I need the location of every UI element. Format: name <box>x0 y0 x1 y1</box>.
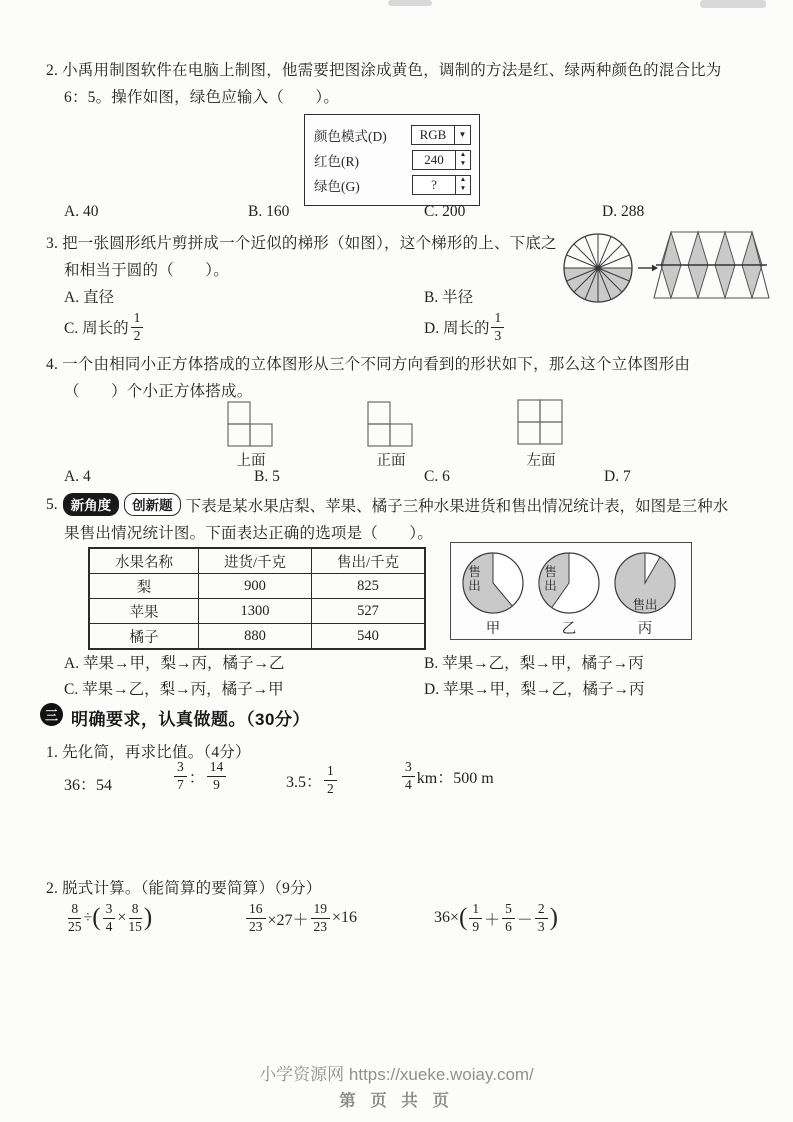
q3-option-d <box>424 311 506 343</box>
paren-open: ( <box>459 903 468 931</box>
cell-out: 540 <box>312 624 426 650</box>
fraction: $\frac{1}{9}$ <box>469 902 482 934</box>
color-mode-dropdown <box>411 125 471 145</box>
operator: ÷ <box>83 909 93 927</box>
spinner-down-icon: ▼ <box>459 159 467 167</box>
calc-q2-label: 2. 脱式计算。（能简算的要简算）（9分） <box>46 880 322 897</box>
q2-option-c: C. 200 <box>424 203 466 220</box>
color-mode-row <box>314 122 471 147</box>
q4-option-d: D. 7 <box>604 468 631 485</box>
view-left-label: 左面 <box>526 453 556 469</box>
spinner-arrows-icon <box>456 150 471 170</box>
q2-option-b: B. 160 <box>248 203 290 220</box>
q3-text-line2: 和相当于圆的（ ）。 <box>64 262 229 279</box>
view-front-diagram <box>367 401 415 449</box>
pie-charts-box <box>450 542 692 640</box>
fruit-table <box>88 547 426 650</box>
fraction: $\frac{19}{23}$ <box>311 902 331 934</box>
cell-fruit: 苹果 <box>89 599 199 624</box>
q4-text-line2: （ ）个小正方体搭成。 <box>64 383 253 400</box>
section-three-title: 明确要求，认真做题。（30分） <box>71 710 310 729</box>
ratio-item-3 <box>286 764 339 796</box>
red-spinner <box>412 150 471 170</box>
section-three-icon: 三 <box>40 703 63 726</box>
fraction: $\frac{14}{9}$ <box>207 760 227 792</box>
calc-expression-3 <box>434 902 558 934</box>
q2-option-a: A. 40 <box>64 203 99 220</box>
cell-out: 527 <box>312 599 426 624</box>
col-header: 进货/千克 <box>199 548 312 574</box>
fraction: $\frac{1}{2}$ <box>324 764 337 796</box>
scan-artifact <box>388 0 432 6</box>
q5-text-line2: 果售出情况统计图。下面表达正确的选项是（ ）。 <box>64 525 434 542</box>
q5-text-line1 <box>46 493 728 516</box>
q3-option-b: B. 半径 <box>424 289 474 306</box>
badge-new-angle: 新角度 <box>63 493 120 516</box>
q5-line1-rest: 下表是某水果店梨、苹果、橘子三种水果进货和售出情况统计表，如图是三种水 <box>185 497 729 515</box>
paren-close: ) <box>549 903 558 931</box>
paren-open: ( <box>92 903 101 931</box>
footer-site-url: 小学资源网 https://xueke.woiay.com/ <box>259 1065 534 1084</box>
green-row <box>314 172 471 197</box>
color-mode-value: RGB <box>411 125 455 145</box>
operator: × <box>117 909 127 927</box>
view-top-label: 上面 <box>236 453 266 469</box>
q2-option-d: D. 288 <box>602 203 645 220</box>
green-label: 绿色(G) <box>314 178 360 194</box>
q5-option-b: B. 苹果→乙，梨→甲，橘子→丙 <box>424 655 644 672</box>
q5-number: 5. <box>46 495 58 513</box>
operator: － <box>516 911 533 929</box>
table-row <box>89 624 425 650</box>
q4-option-a: A. 4 <box>64 468 91 485</box>
cell-in: 1300 <box>199 599 312 624</box>
operator: ×27＋ <box>267 911 309 929</box>
cell-fruit: 橘子 <box>89 624 199 650</box>
operator: 36× <box>434 909 460 927</box>
fraction: $\frac{2}{3}$ <box>535 902 548 934</box>
fraction: $\frac{3}{7}$ <box>174 760 187 792</box>
circle-center-dot <box>596 266 600 270</box>
red-row <box>314 147 471 172</box>
fraction: $\frac{1}{2}$ <box>131 311 144 343</box>
spinner-arrows-icon <box>456 175 471 195</box>
q5-option-c: C. 苹果→乙，梨→丙，橘子→甲 <box>64 681 284 698</box>
ratio-colon: ： <box>188 769 205 787</box>
red-value: 240 <box>412 150 456 170</box>
pie-caption-yi: 乙 <box>561 621 577 637</box>
badge-innovative: 创新题 <box>124 493 181 516</box>
q4-option-b: B. 5 <box>254 468 280 485</box>
q5-option-d: D. 苹果→甲，梨→乙，橘子→丙 <box>424 681 645 698</box>
paren-close: ) <box>143 903 153 931</box>
pie-caption-bing: 丙 <box>637 621 653 637</box>
ratio-item-2 <box>172 760 228 792</box>
fraction: $\frac{16}{23}$ <box>246 902 266 934</box>
cell-fruit: 梨 <box>89 574 199 599</box>
view-top-diagram <box>227 401 275 449</box>
green-value: ? <box>412 175 456 195</box>
sold-label-bing: 售出 <box>632 598 658 612</box>
fraction: $\frac{8}{25}$ <box>68 901 82 935</box>
color-dialog <box>304 114 480 206</box>
view-left-diagram <box>517 399 565 447</box>
q2-text-line1: 2. 小禹用制图软件在电脑上制图，他需要把图涂成黄色，调制的方法是红、绿两种颜色的混合比为 <box>46 62 722 79</box>
spinner-down-icon: ▼ <box>459 184 467 192</box>
calc-expression-1 <box>66 902 152 934</box>
table-row <box>89 599 425 624</box>
col-header: 水果名称 <box>89 548 199 574</box>
circle-to-trapezoid-diagram <box>558 226 773 310</box>
fraction: $\frac{5}{6}$ <box>502 902 515 934</box>
ratio-prefix: 3.5： <box>286 773 323 791</box>
q4-option-c: C. 6 <box>424 468 450 485</box>
col-header: 售出/千克 <box>312 548 426 574</box>
cell-in: 880 <box>199 624 312 650</box>
pie-caption-jia: 甲 <box>485 621 501 637</box>
view-front-label: 正面 <box>376 453 406 469</box>
ratio-suffix: km：500 m <box>416 769 494 787</box>
table-row <box>89 574 425 599</box>
ratio-item-1: 36：54 <box>64 777 113 794</box>
q4-text-line1: 4. 一个由相同小正方体搭成的立体图形从三个不同方向看到的形状如下，那么这个立体图形由 <box>46 356 691 373</box>
ratio-item-4 <box>400 760 494 792</box>
q3-option-c <box>64 311 145 343</box>
green-spinner <box>412 175 471 195</box>
trapezoid-of-wedges <box>654 232 769 298</box>
q5-option-a: A. 苹果→甲，梨→丙，橘子→乙 <box>64 655 285 672</box>
sold-label-yi: 售出 <box>544 565 557 593</box>
fraction: $\frac{8}{15}$ <box>128 901 142 935</box>
calc-q1-label: 1. 先化简，再求比值。（4分） <box>46 744 251 761</box>
q2-text-line2: 6：5。操作如图，绿色应输入（ ）。 <box>64 89 340 106</box>
red-label: 红色(R) <box>314 153 359 169</box>
q3-option-c-text: C. 周长的 <box>64 320 129 338</box>
cell-out: 825 <box>312 574 426 599</box>
dropdown-arrow-icon: ▼ <box>455 125 471 145</box>
operator: ＋ <box>484 911 501 929</box>
fraction: $\frac{3}{4}$ <box>402 760 415 792</box>
color-mode-label: 颜色模式(D) <box>314 128 387 144</box>
spinner-up-icon: ▲ <box>459 151 467 159</box>
q3-option-d-text: D. 周长的 <box>424 320 490 338</box>
sold-label-jia: 售出 <box>468 565 481 593</box>
scan-artifact <box>700 0 766 8</box>
spinner-up-icon: ▲ <box>459 176 467 184</box>
operator: ×16 <box>332 909 358 927</box>
q3-option-a: A. 直径 <box>64 289 114 306</box>
footer-page-number: 第 页 共 页 <box>339 1092 454 1110</box>
fraction: $\frac{3}{4}$ <box>103 902 116 934</box>
cell-in: 900 <box>199 574 312 599</box>
q3-text-line1: 3. 把一张圆形纸片剪拼成一个近似的梯形（如图），这个梯形的上、下底之 <box>46 235 557 252</box>
fraction: $\frac{1}{3}$ <box>491 311 504 343</box>
arrow-icon <box>638 265 658 272</box>
table-header-row <box>89 548 425 574</box>
calc-expression-2 <box>244 902 357 934</box>
